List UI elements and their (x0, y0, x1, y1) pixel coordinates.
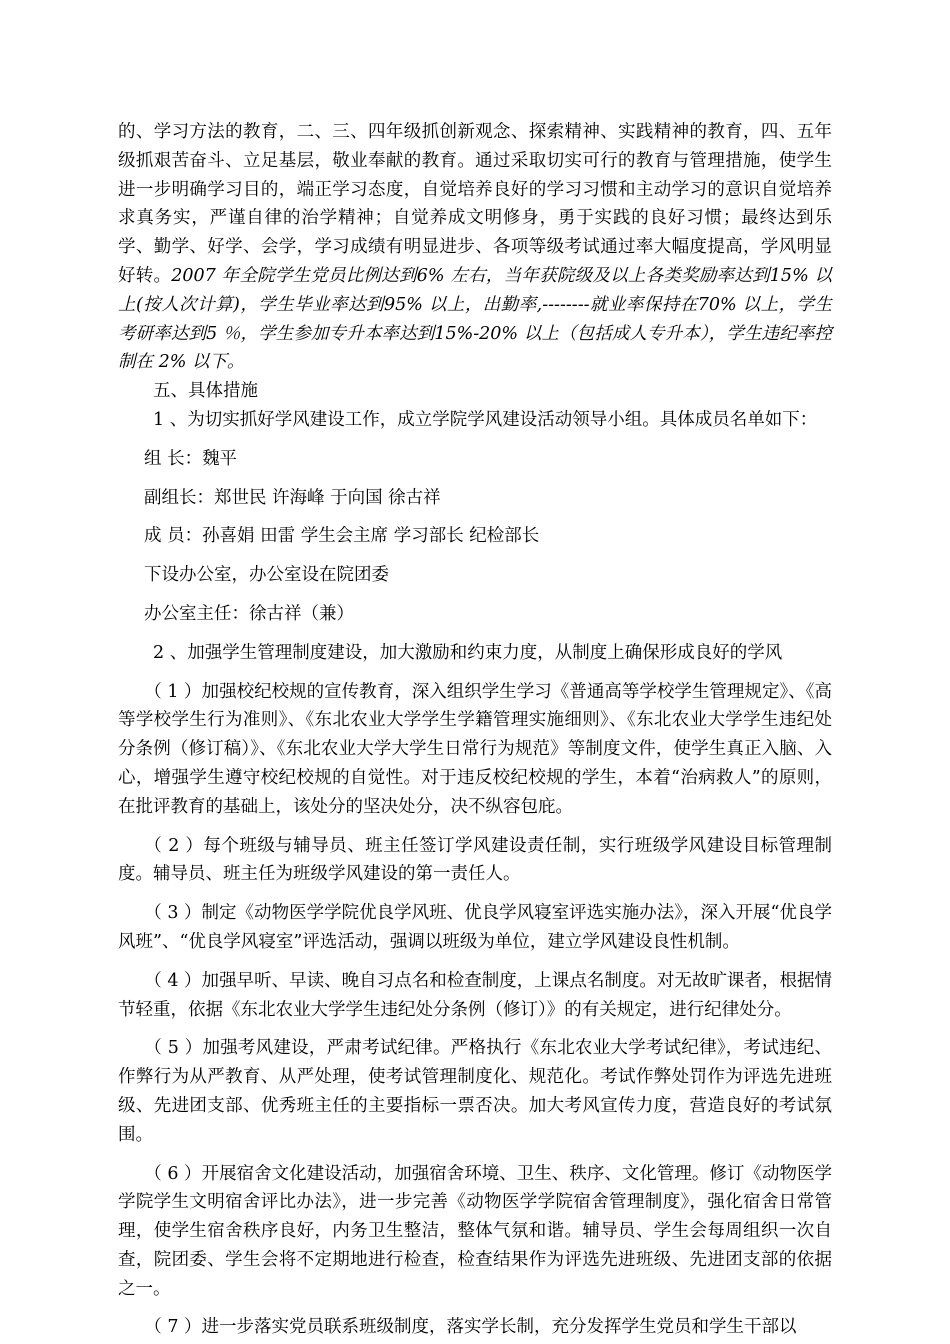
member-office: 下设办公室，办公室设在院团委 (144, 565, 389, 586)
sub-item-7: （ 7 ）进一步落实党员联系班级制度，落实学长制，充分发挥学生党员和学生干部以 (144, 1317, 797, 1338)
goals-targets-italic: 2007 年全院学生党员比例达到6% 左右，当年获院级及以上各类奖励率达到15% 以上(按人次计算)，学生毕业率达到95% 以上，出勤率,--------就业率保持在70% 以上，学生考研率达到5 ％，学生参加专升本率达到15%-20% 以上（包括成人专升本），学生违纪率控制在 2% 以下。 (118, 265, 833, 373)
sub-item-6: （ 6 ）开展宿舍文化建设活动，加强宿舍环境、卫生、秩序、文化管理。修订《动物医学学院学生文明宿舍评比办法》，进一步完善《动物医学学院宿舍管理制度》，强化宿舍日常管理，使学生宿舍秩序良好，内务卫生整洁，整体气氛和谐。辅导员、学生会每周组织一次自查，院团委、学生会将不定期地进行检查，检查结果作为评选先进班级、先进团支部的依据之一。 (118, 1163, 832, 1299)
sub-item-1: （ 1 ）加强校纪校规的宣传教育，深入组织学生学习《普通高等学校学生管理规定》、《高等学校学生行为准则》、《东北农业大学学生学籍管理实施细则》、《东北农业大学学生违纪处分条例（修订稿）》、《东北农业大学大学生日常行为规范》等制度文件，使学生真正入脑、入心，增强学生遵守校纪校规的自觉性。对于违反校纪校规的学生，本着“治病救人”的原则，在批评教育的基础上，该处分的坚决处分，决不纵容包庇。 (118, 681, 832, 817)
sub-item-3: （ 3 ）制定《动物医学学院优良学风班、优良学风寝室评选实施办法》，深入开展“优良学风班”、“优良学风寝室”评选活动，强调以班级为单位，建立学风建设良性机制。 (118, 903, 832, 952)
sub-item-5: （ 5 ）加强考风建设，严肃考试纪律。严格执行《东北农业大学考试纪律》，考试违纪、作弊行为从严教育、从严处理，使考试管理制度化、规范化。考试作弊处罚作为评选先进班级、先进团支部、优秀班主任的主要指标一票否决。加大考风宣传力度，营造良好的考试氛围。 (118, 1038, 832, 1145)
document-body (118, 118, 832, 1342)
item-1-leadership-group: 1 、为切实抓好学风建设工作，成立学院学风建设活动领导小组。具体成员名单如下： (153, 409, 818, 430)
sub-item-2: （ 2 ）每个班级与辅导员、班主任签订学风建设责任制，实行班级学风建设目标管理制度。辅导员、班主任为班级学风建设的第一责任人。 (118, 835, 832, 885)
sub-item-4: （ 4 ）加强早听、早读、晚自习点名和检查制度，上课点名制度。对无故旷课者，根据情节轻重，依据《东北农业大学学生违纪处分条例（修订）》的有关规定，进行纪律处分。 (118, 970, 832, 1020)
member-members: 成 员：孙喜娟 田雷 学生会主席 学习部长 纪检部长 (144, 526, 540, 547)
item-2-management-system: 2 、加强学生管理制度建设，加大激励和约束力度，从制度上确保形成良好的学风 (153, 642, 783, 663)
paragraph-goals (118, 118, 832, 377)
member-office-director: 办公室主任：徐古祥（兼） (144, 603, 354, 624)
goals-text: 的、学习方法的教育，二、三、四年级抓创新观念、探索精神、实践精神的教育，四、五年级抓艰苦奋斗、立足基层，敬业奉献的教育。通过采取切实可行的教育与管理措施，使学生进一步明确学习目的，端正学习态度，自觉培养良好的学习习惯和主动学习的意识自觉培养求真务实，严谨自律的治学精神；自觉养成文明修身，勇于实践的良好习惯；最终达到乐学、勤学、好学、会学，学习成绩有明显进步、各项等级考试通过率大幅度提高，学风明显好转。 (118, 122, 832, 286)
member-leader: 组 长：魏平 (144, 448, 238, 469)
section-heading-measures: 五、具体措施 (153, 381, 258, 402)
member-deputy-leaders: 副组长：郑世民 许海峰 于向国 徐古祥 (144, 487, 441, 508)
